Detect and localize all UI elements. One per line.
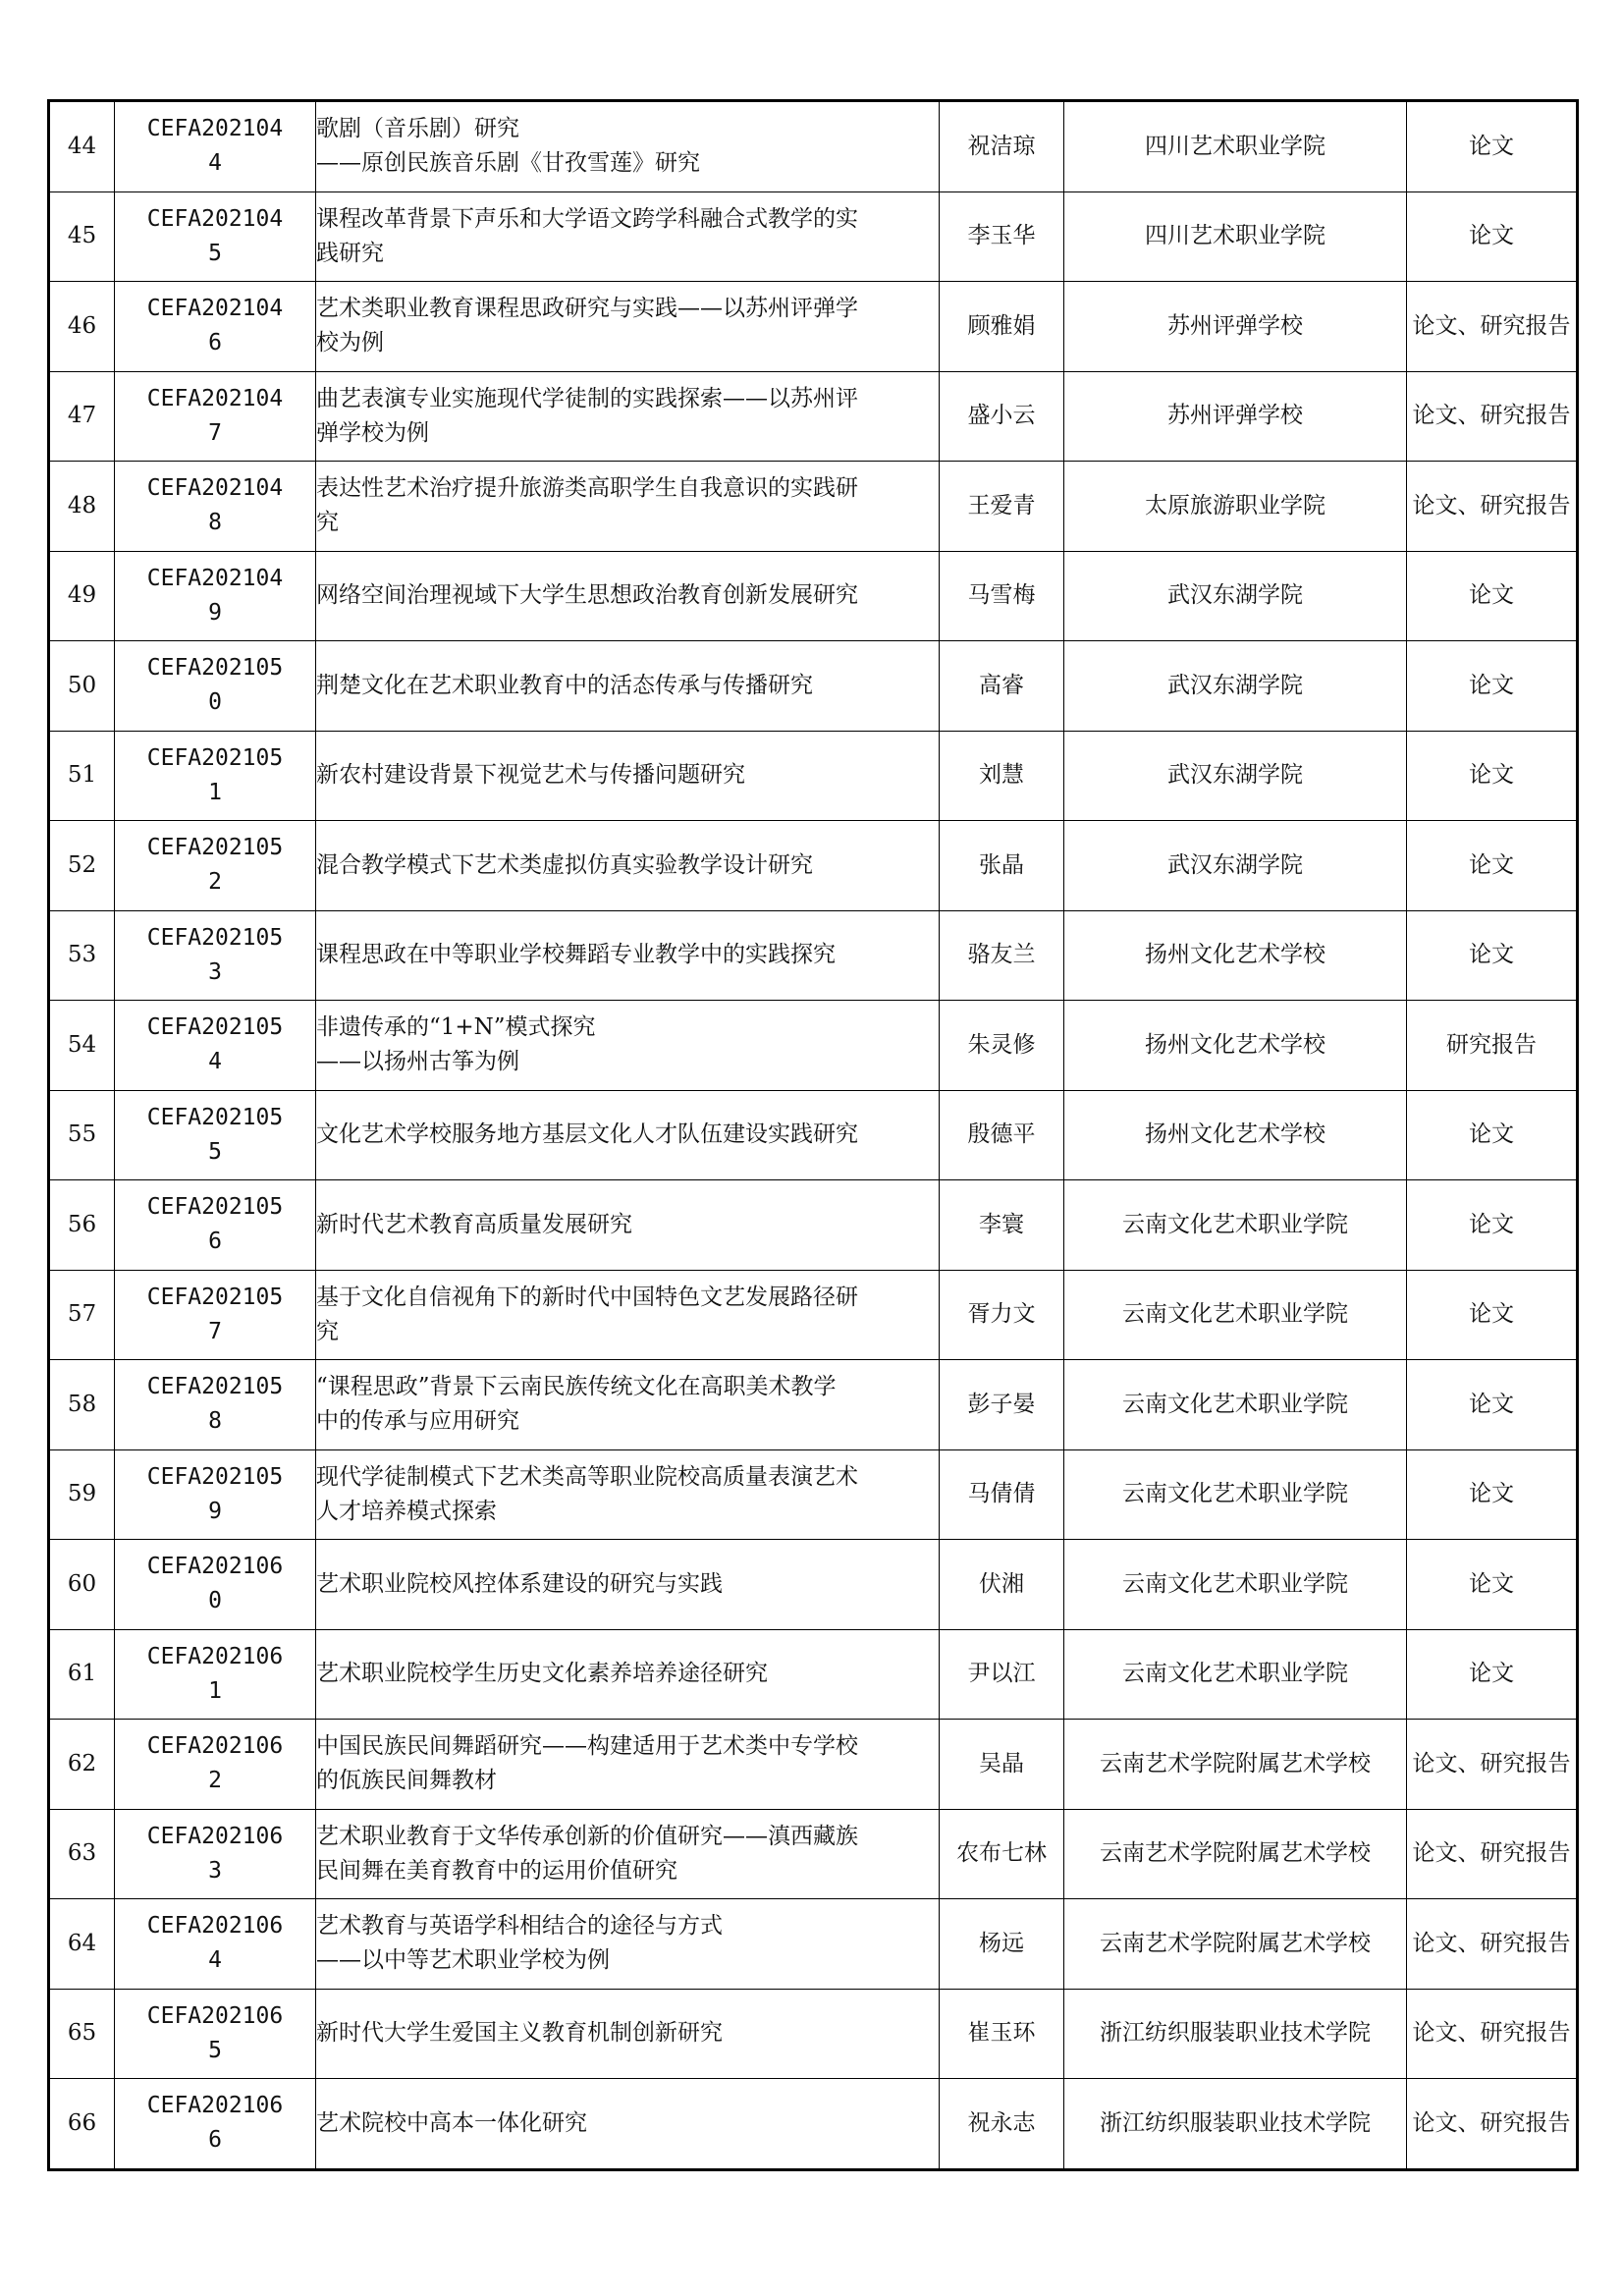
project-title-line-1: 基于文化自信视角下的新时代中国特色文艺发展路径研 [316, 1284, 858, 1310]
project-title [316, 1809, 940, 1899]
project-institution: 云南文化艺术职业学院 [1064, 1540, 1407, 1630]
project-title-line-2: 校为例 [316, 330, 384, 356]
result-type: 论文 [1407, 1180, 1578, 1271]
project-number: 59 [49, 1449, 115, 1540]
project-code-line-1: CEFA202105 [146, 655, 284, 682]
project-institution: 武汉东湖学院 [1064, 731, 1407, 821]
project-number: 53 [49, 910, 115, 1001]
result-type: 论文 [1407, 1360, 1578, 1450]
result-type: 论文 [1407, 1540, 1578, 1630]
project-code-line-2: 0 [208, 1588, 222, 1614]
project-title-line-1: 艺术职业院校学生历史文化素养培养途径研究 [316, 1661, 768, 1687]
project-code [115, 1180, 316, 1271]
project-code-line-2: 4 [208, 1947, 222, 1974]
project-code-line-1: CEFA202104 [146, 116, 284, 142]
result-type: 论文、研究报告 [1407, 1720, 1578, 1810]
project-number: 49 [49, 551, 115, 641]
project-code [115, 821, 316, 911]
table-row [49, 551, 1578, 641]
project-leader: 彭子晏 [940, 1360, 1064, 1450]
project-code-line-2: 7 [208, 419, 222, 446]
project-institution: 武汉东湖学院 [1064, 641, 1407, 732]
table-row [49, 1720, 1578, 1810]
project-institution: 太原旅游职业学院 [1064, 462, 1407, 552]
project-title [316, 551, 940, 641]
project-title-line-1: 文化艺术学校服务地方基层文化人才队伍建设实践研究 [316, 1121, 858, 1148]
project-institution: 扬州文化艺术学校 [1064, 1001, 1407, 1091]
result-type: 论文、研究报告 [1407, 1809, 1578, 1899]
project-title-line-2: 人才培养模式探索 [316, 1498, 497, 1524]
project-institution: 云南艺术学院附属艺术学校 [1064, 1809, 1407, 1899]
project-code-line-1: CEFA202104 [146, 205, 284, 232]
project-title [316, 101, 940, 192]
project-title-line-2: 民间舞在美育教育中的运用价值研究 [316, 1857, 677, 1884]
project-title [316, 1180, 940, 1271]
project-leader: 尹以江 [940, 1629, 1064, 1720]
project-institution: 苏州评弹学校 [1064, 371, 1407, 462]
project-title [316, 1899, 940, 1990]
project-institution: 云南文化艺术职业学院 [1064, 1180, 1407, 1271]
project-title [316, 641, 940, 732]
project-number: 62 [49, 1720, 115, 1810]
project-number: 50 [49, 641, 115, 732]
project-title-line-1: 荆楚文化在艺术职业教育中的活态传承与传播研究 [316, 672, 813, 698]
project-number: 45 [49, 191, 115, 282]
project-leader: 朱灵修 [940, 1001, 1064, 1091]
table-row [49, 462, 1578, 552]
project-title-line-1: 歌剧（音乐剧）研究 [316, 116, 519, 142]
project-institution: 云南艺术学院附属艺术学校 [1064, 1899, 1407, 1990]
project-institution: 云南艺术学院附属艺术学校 [1064, 1720, 1407, 1810]
project-title [316, 1989, 940, 2079]
project-code-line-2: 0 [208, 689, 222, 716]
result-type: 论文 [1407, 1090, 1578, 1180]
project-code-line-2: 8 [208, 1408, 222, 1435]
project-title-line-1: 艺术教育与英语学科相结合的途径与方式 [316, 1913, 723, 1940]
project-number: 47 [49, 371, 115, 462]
project-title [316, 1540, 940, 1630]
table-row [49, 1899, 1578, 1990]
project-title-line-1: 曲艺表演专业实施现代学徒制的实践探索——以苏州评 [316, 385, 858, 411]
project-code [115, 191, 316, 282]
table-row [49, 1449, 1578, 1540]
project-code-line-1: CEFA202106 [146, 1554, 284, 1580]
table-row [49, 1540, 1578, 1630]
project-leader: 崔玉环 [940, 1989, 1064, 2079]
project-code-line-2: 2 [208, 1768, 222, 1794]
project-number: 60 [49, 1540, 115, 1630]
project-list-body [49, 101, 1578, 2170]
project-code-line-2: 9 [208, 1498, 222, 1524]
result-type: 论文 [1407, 821, 1578, 911]
project-leader: 马雪梅 [940, 551, 1064, 641]
result-type: 论文、研究报告 [1407, 1899, 1578, 1990]
project-leader: 吴晶 [940, 1720, 1064, 1810]
project-title-line-2: 践研究 [316, 240, 384, 266]
project-leader: 高睿 [940, 641, 1064, 732]
project-number: 55 [49, 1090, 115, 1180]
project-code [115, 551, 316, 641]
result-type: 论文、研究报告 [1407, 282, 1578, 372]
project-code-line-1: CEFA202106 [146, 2093, 284, 2119]
project-title [316, 191, 940, 282]
project-title-line-1: 非遗传承的“1+N”模式探究 [316, 1014, 596, 1041]
project-title-line-1: 表达性艺术治疗提升旅游类高职学生自我意识的实践研 [316, 475, 858, 502]
project-leader: 伏湘 [940, 1540, 1064, 1630]
project-leader: 刘慧 [940, 731, 1064, 821]
project-leader: 王爱青 [940, 462, 1064, 552]
project-code-line-2: 6 [208, 2127, 222, 2154]
project-title-line-1: 课程思政在中等职业学校舞蹈专业教学中的实践探究 [316, 942, 836, 968]
project-title [316, 1090, 940, 1180]
project-code-line-1: CEFA202105 [146, 1014, 284, 1041]
project-title-line-2: 中的传承与应用研究 [316, 1408, 519, 1435]
project-code-line-1: CEFA202106 [146, 1733, 284, 1760]
project-code-line-1: CEFA202105 [146, 1463, 284, 1490]
project-title [316, 371, 940, 462]
project-number: 64 [49, 1899, 115, 1990]
project-title [316, 1001, 940, 1091]
table-row [49, 371, 1578, 462]
project-title [316, 1629, 940, 1720]
project-title [316, 1720, 940, 1810]
project-title-line-2: ——以扬州古筝为例 [316, 1049, 519, 1075]
project-code [115, 910, 316, 1001]
project-code-line-1: CEFA202106 [146, 1643, 284, 1669]
project-code [115, 101, 316, 192]
project-title-line-2: 究 [316, 510, 339, 536]
project-title [316, 1270, 940, 1360]
project-code [115, 1449, 316, 1540]
project-title [316, 282, 940, 372]
project-code-line-1: CEFA202106 [146, 1913, 284, 1940]
project-leader: 祝洁琼 [940, 101, 1064, 192]
result-type: 论文 [1407, 731, 1578, 821]
table-row [49, 1180, 1578, 1271]
project-code-line-1: CEFA202104 [146, 385, 284, 411]
project-institution: 扬州文化艺术学校 [1064, 1090, 1407, 1180]
project-leader: 李寰 [940, 1180, 1064, 1271]
table-row [49, 1090, 1578, 1180]
project-title-line-2: 究 [316, 1318, 339, 1344]
project-leader: 顾雅娟 [940, 282, 1064, 372]
project-institution: 云南文化艺术职业学院 [1064, 1449, 1407, 1540]
project-number: 66 [49, 2079, 115, 2170]
project-leader: 李玉华 [940, 191, 1064, 282]
project-code-line-1: CEFA202106 [146, 1823, 284, 1849]
project-code [115, 1540, 316, 1630]
project-title-line-1: 课程改革背景下声乐和大学语文跨学科融合式教学的实 [316, 205, 858, 232]
result-type: 论文 [1407, 551, 1578, 641]
project-institution: 苏州评弹学校 [1064, 282, 1407, 372]
project-code [115, 641, 316, 732]
project-code-line-2: 4 [208, 1049, 222, 1075]
project-leader: 农布七林 [940, 1809, 1064, 1899]
project-code-line-2: 1 [208, 1677, 222, 1704]
project-code-line-1: CEFA202105 [146, 924, 284, 951]
project-title-line-1: 混合教学模式下艺术类虚拟仿真实验教学设计研究 [316, 851, 813, 878]
project-institution: 云南文化艺术职业学院 [1064, 1360, 1407, 1450]
project-code [115, 282, 316, 372]
project-code [115, 2079, 316, 2170]
project-code-line-2: 9 [208, 599, 222, 626]
project-code-line-1: CEFA202105 [146, 1194, 284, 1221]
project-code-line-1: CEFA202104 [146, 296, 284, 322]
project-code-line-2: 1 [208, 779, 222, 805]
table-row [49, 1629, 1578, 1720]
project-code [115, 731, 316, 821]
project-number: 52 [49, 821, 115, 911]
project-title-line-1: 新时代艺术教育高质量发展研究 [316, 1211, 632, 1237]
project-title [316, 910, 940, 1001]
project-code-line-1: CEFA202105 [146, 1104, 284, 1130]
table-row [49, 2079, 1578, 2170]
project-code [115, 1989, 316, 2079]
project-code-line-2: 5 [208, 240, 222, 266]
project-institution: 云南文化艺术职业学院 [1064, 1629, 1407, 1720]
table-row [49, 910, 1578, 1001]
project-code-line-1: CEFA202106 [146, 2002, 284, 2029]
project-list-table [47, 99, 1579, 2171]
project-code-line-1: CEFA202104 [146, 565, 284, 591]
project-code-line-1: CEFA202105 [146, 1284, 284, 1310]
result-type: 论文 [1407, 641, 1578, 732]
project-code [115, 371, 316, 462]
result-type: 论文、研究报告 [1407, 2079, 1578, 2170]
project-leader: 祝永志 [940, 2079, 1064, 2170]
project-title-line-1: 艺术类职业教育课程思政研究与实践——以苏州评弹学 [316, 296, 858, 322]
result-type: 论文 [1407, 1270, 1578, 1360]
project-code-line-2: 3 [208, 958, 222, 985]
project-code-line-1: CEFA202105 [146, 1374, 284, 1400]
project-code-line-2: 6 [208, 1229, 222, 1255]
table-row [49, 101, 1578, 192]
project-code-line-2: 8 [208, 510, 222, 536]
project-title [316, 731, 940, 821]
project-number: 44 [49, 101, 115, 192]
project-leader: 杨远 [940, 1899, 1064, 1990]
project-number: 61 [49, 1629, 115, 1720]
project-title [316, 462, 940, 552]
project-code [115, 1270, 316, 1360]
project-institution: 武汉东湖学院 [1064, 821, 1407, 911]
project-title-line-1: 中国民族民间舞蹈研究——构建适用于艺术类中专学校 [316, 1733, 858, 1760]
project-number: 46 [49, 282, 115, 372]
table-row [49, 821, 1578, 911]
project-code-line-2: 7 [208, 1318, 222, 1344]
project-code-line-1: CEFA202105 [146, 744, 284, 771]
result-type: 论文、研究报告 [1407, 371, 1578, 462]
project-code-line-2: 5 [208, 2037, 222, 2063]
project-number: 56 [49, 1180, 115, 1271]
project-title-line-2: ——原创民族音乐剧《甘孜雪莲》研究 [316, 150, 700, 177]
project-title [316, 1360, 940, 1450]
project-institution: 四川艺术职业学院 [1064, 101, 1407, 192]
project-institution: 四川艺术职业学院 [1064, 191, 1407, 282]
project-title-line-1: 艺术院校中高本一体化研究 [316, 2109, 587, 2136]
table-row [49, 1989, 1578, 2079]
project-institution: 浙江纺织服装职业技术学院 [1064, 2079, 1407, 2170]
project-institution: 扬州文化艺术学校 [1064, 910, 1407, 1001]
project-number: 54 [49, 1001, 115, 1091]
result-type: 论文 [1407, 910, 1578, 1001]
project-title-line-2: 弹学校为例 [316, 419, 429, 446]
project-code [115, 1360, 316, 1450]
project-code [115, 1809, 316, 1899]
project-title [316, 2079, 940, 2170]
project-title-line-1: 网络空间治理视域下大学生思想政治教育创新发展研究 [316, 582, 858, 609]
project-title-line-1: 现代学徒制模式下艺术类高等职业院校高质量表演艺术 [316, 1463, 858, 1490]
project-title-line-1: 艺术职业院校风控体系建设的研究与实践 [316, 1570, 723, 1597]
result-type: 研究报告 [1407, 1001, 1578, 1091]
table-row [49, 282, 1578, 372]
project-code-line-2: 6 [208, 330, 222, 356]
result-type: 论文、研究报告 [1407, 1989, 1578, 2079]
result-type: 论文 [1407, 1629, 1578, 1720]
table-row [49, 1360, 1578, 1450]
table-row [49, 1809, 1578, 1899]
project-number: 51 [49, 731, 115, 821]
project-number: 57 [49, 1270, 115, 1360]
project-leader: 张晶 [940, 821, 1064, 911]
project-title-line-2: 的佤族民间舞教材 [316, 1768, 497, 1794]
project-code-line-2: 3 [208, 1857, 222, 1884]
project-number: 58 [49, 1360, 115, 1450]
project-code-line-1: CEFA202104 [146, 475, 284, 502]
project-code-line-2: 2 [208, 869, 222, 896]
project-code [115, 1899, 316, 1990]
project-code-line-2: 5 [208, 1138, 222, 1165]
table-row [49, 731, 1578, 821]
project-title [316, 821, 940, 911]
project-title-line-2: ——以中等艺术职业学校为例 [316, 1947, 610, 1974]
table-row [49, 641, 1578, 732]
project-leader: 骆友兰 [940, 910, 1064, 1001]
project-number: 48 [49, 462, 115, 552]
project-number: 65 [49, 1989, 115, 2079]
project-code [115, 1001, 316, 1091]
project-leader: 马倩倩 [940, 1449, 1064, 1540]
project-title-line-1: 新时代大学生爱国主义教育机制创新研究 [316, 2020, 723, 2047]
project-code [115, 1720, 316, 1810]
project-title-line-1: 艺术职业教育于文华传承创新的价值研究——滇西藏族 [316, 1823, 858, 1849]
table-row [49, 191, 1578, 282]
project-leader: 盛小云 [940, 371, 1064, 462]
project-leader: 殷德平 [940, 1090, 1064, 1180]
result-type: 论文 [1407, 191, 1578, 282]
project-code-line-2: 4 [208, 150, 222, 177]
project-title-line-1: “课程思政”背景下云南民族传统文化在高职美术教学 [316, 1374, 837, 1400]
project-code [115, 462, 316, 552]
project-code [115, 1090, 316, 1180]
project-leader: 胥力文 [940, 1270, 1064, 1360]
project-number: 63 [49, 1809, 115, 1899]
project-title [316, 1449, 940, 1540]
project-institution: 浙江纺织服装职业技术学院 [1064, 1989, 1407, 2079]
result-type: 论文 [1407, 101, 1578, 192]
project-institution: 武汉东湖学院 [1064, 551, 1407, 641]
project-institution: 云南文化艺术职业学院 [1064, 1270, 1407, 1360]
result-type: 论文 [1407, 1449, 1578, 1540]
project-code-line-1: CEFA202105 [146, 835, 284, 861]
table-row [49, 1270, 1578, 1360]
result-type: 论文、研究报告 [1407, 462, 1578, 552]
project-title-line-1: 新农村建设背景下视觉艺术与传播问题研究 [316, 762, 745, 789]
project-code [115, 1629, 316, 1720]
table-row [49, 1001, 1578, 1091]
